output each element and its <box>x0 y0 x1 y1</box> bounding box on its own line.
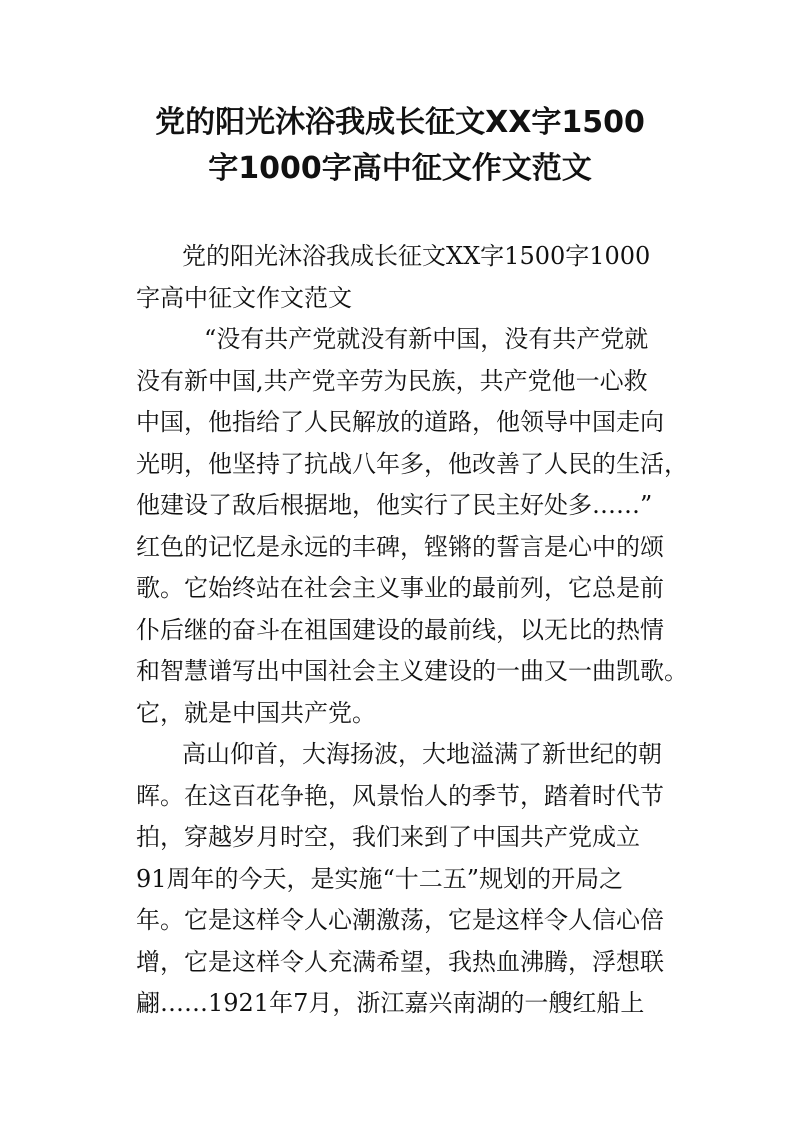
body-line: 红色的记忆是永远的丰碑，铿锵的誓言是心中的颂 <box>136 532 664 561</box>
body-line: 91周年的今天，是实施“十二五”规划的开局之 <box>136 864 624 893</box>
title-line-1: 党的阳光沐浴我成长征文XX字1500 <box>155 105 645 140</box>
body-line: 年。它是这样令人心潮激荡，它是这样令人信心倍 <box>136 906 664 934</box>
document-body <box>136 236 696 1025</box>
body-line: 歌。它始终站在社会主义事业的最前列，它总是前 <box>136 574 664 602</box>
body-line: 光明，他坚持了抗战八年多，他改善了人民的生活， <box>136 449 688 478</box>
body-line: 晖。在这百花争艳，风景怡人的季节，踏着时代节 <box>136 781 664 810</box>
title-line-2: 字1000字高中征文作文范文 <box>208 151 592 186</box>
body-line: 仆后继的奋斗在祖国建设的最前线，以无比的热情 <box>136 615 664 644</box>
body-line: 党的阳光沐浴我成长征文XX字1500字1000 <box>182 242 651 270</box>
body-line: 拍，穿越岁月时空，我们来到了中国共产党成立 <box>136 823 640 851</box>
body-line: 字高中征文作文范文 <box>136 283 352 312</box>
body-line: 没有新中国,共产党辛劳为民族，共产党他一心救 <box>136 366 648 395</box>
document-title <box>100 100 700 192</box>
body-line: 他建设了敌后根据地，他实行了民主好处多……” <box>136 491 653 519</box>
body-line: 它，就是中国共产党。 <box>136 698 376 727</box>
body-line: 高山仰首，大海扬波，大地溢满了新世纪的朝 <box>182 740 662 768</box>
body-line: 翩……1921年7月，浙江嘉兴南湖的一艘红船上 <box>136 989 645 1017</box>
body-line: 中国，他指给了人民解放的道路，他领导中国走向 <box>136 408 664 436</box>
body-line: 增，它是这样令人充满希望，我热血沸腾，浮想联 <box>136 947 664 976</box>
body-line: 和智慧谱写出中国社会主义建设的一曲又一曲凯歌。 <box>136 657 688 685</box>
body-line: “没有共产党就没有新中国，没有共产党就 <box>204 325 649 353</box>
